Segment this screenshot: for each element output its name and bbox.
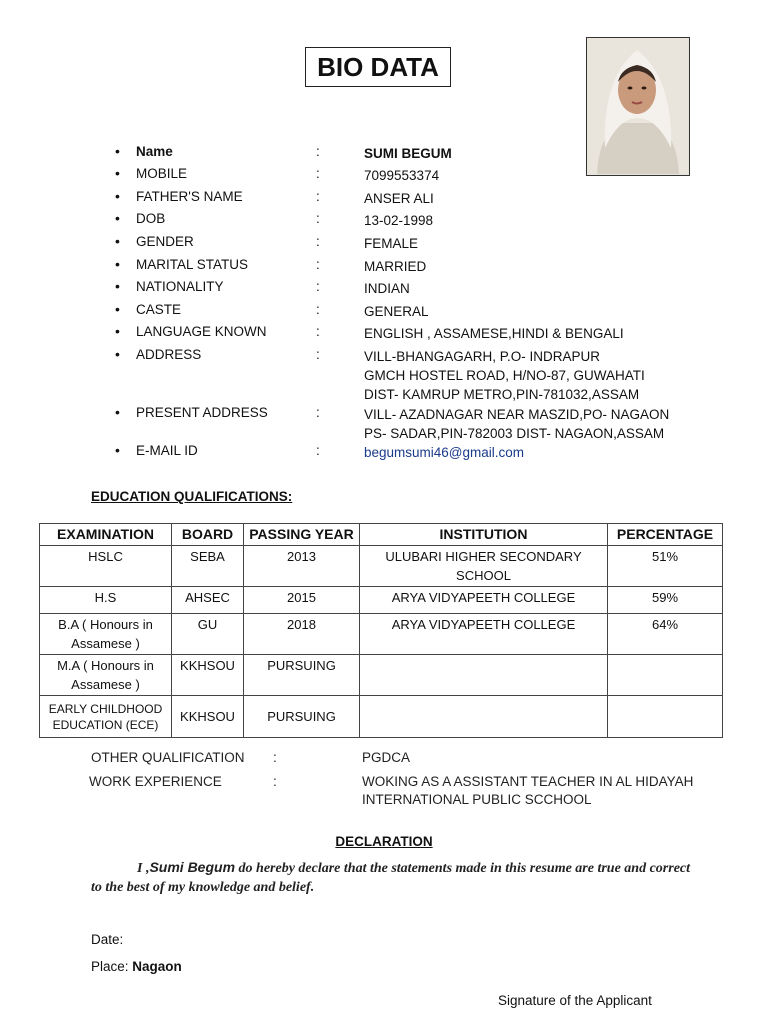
work-experience-label: WORK EXPERIENCE (89, 774, 222, 789)
work-experience-line-2: INTERNATIONAL PUBLIC SCCHOOL (362, 792, 592, 807)
cell-year: 2015 (244, 587, 360, 614)
cell-percentage: 59% (608, 587, 723, 614)
info-value-line: GMCH HOSTEL ROAD, H/NO-87, GUWAHATI (364, 368, 645, 383)
info-label: MARITAL STATUS (136, 257, 249, 272)
cell-institution (360, 655, 608, 696)
bullet-icon: • (115, 323, 120, 339)
info-value-line: VILL-BHANGAGARH, P.O- INDRAPUR (364, 349, 601, 364)
info-colon: : (316, 234, 320, 249)
header-examination: EXAMINATION (40, 524, 172, 546)
work-experience-colon: : (273, 774, 277, 789)
cell-institution (360, 696, 608, 738)
cell-year: 2013 (244, 546, 360, 587)
cell-board: SEBA (172, 546, 244, 587)
info-row (115, 324, 675, 344)
declaration-body: do hereby declare that the statements made in this resume are true and correct to the best of my knowledge and belief. (91, 861, 691, 895)
cell-institution: ULUBARI HIGHER SECONDARY SCHOOL (360, 546, 608, 587)
info-value-line: DIST- KAMRUP METRO,PIN-781032,ASSAM (364, 387, 640, 402)
info-value: ENGLISH , ASSAMESE,HINDI & BENGALI (364, 326, 624, 341)
info-colon: : (316, 443, 320, 458)
declaration-heading: DECLARATION (335, 834, 433, 849)
info-row (115, 443, 675, 463)
info-value-line: PS- SADAR,PIN-782003 DIST- NAGAON,ASSAM (364, 426, 665, 441)
cell-year: 2018 (244, 614, 360, 655)
info-colon: : (316, 302, 320, 317)
info-label: GENDER (136, 234, 194, 249)
table-row (40, 546, 723, 587)
bullet-icon: • (115, 165, 120, 181)
info-row (115, 211, 675, 231)
info-label: Name (136, 144, 173, 159)
place-line (91, 959, 182, 974)
other-qualification-label: OTHER QUALIFICATION (91, 750, 245, 765)
cell-board: GU (172, 614, 244, 655)
place-value: Nagaon (132, 959, 182, 974)
cell-percentage: 51% (608, 546, 723, 587)
info-colon: : (316, 405, 320, 420)
date-label: Date: (91, 932, 124, 947)
cell-percentage: 64% (608, 614, 723, 655)
info-label: PRESENT ADDRESS (136, 405, 268, 420)
header-passing-year: PASSING YEAR (244, 524, 360, 546)
bullet-icon: • (115, 210, 120, 226)
info-value: GENERAL (364, 304, 429, 319)
info-value-line: VILL- AZADNAGAR NEAR MASZID,PO- NAGAON (364, 407, 670, 422)
info-value: FEMALE (364, 236, 419, 251)
work-experience-line-1: WOKING AS A ASSISTANT TEACHER IN AL HIDAYAH (362, 774, 694, 789)
other-qualification-value: PGDCA (362, 750, 411, 765)
table-row (40, 587, 723, 614)
info-row (115, 166, 675, 186)
cell-percentage (608, 696, 723, 738)
declaration-text (91, 858, 691, 897)
place-label: Place: (91, 959, 133, 974)
info-row (115, 346, 675, 402)
info-label: LANGUAGE KNOWN (136, 324, 267, 339)
table-row (40, 655, 723, 696)
cell-institution: ARYA VIDYAPEETH COLLEGE (360, 614, 608, 655)
info-colon: : (316, 189, 320, 204)
info-label: E-MAIL ID (136, 443, 198, 458)
email-value: begumsumi46@gmail.com (364, 445, 525, 460)
bullet-icon: • (115, 143, 120, 159)
bullet-icon: • (115, 404, 120, 420)
info-row (115, 257, 675, 277)
info-label: CASTE (136, 302, 182, 317)
info-colon: : (316, 347, 320, 362)
declaration-name: Sumi Begum (149, 859, 236, 875)
info-row (115, 144, 675, 164)
info-row (115, 302, 675, 322)
table-row (40, 696, 723, 738)
cell-examination: H.S (40, 587, 172, 614)
info-colon: : (316, 257, 320, 272)
info-colon: : (316, 144, 320, 159)
header-percentage: PERCENTAGE (608, 524, 723, 546)
info-value: SUMI BEGUM (364, 146, 452, 161)
cell-percentage (608, 655, 723, 696)
table-header-row (40, 524, 723, 546)
header-board: BOARD (172, 524, 244, 546)
info-row (115, 404, 675, 441)
info-value: ANSER ALI (364, 191, 434, 206)
info-value: 13-02-1998 (364, 213, 434, 228)
bullet-icon: • (115, 346, 120, 362)
cell-board: KKHSOU (172, 655, 244, 696)
bullet-icon: • (115, 442, 120, 458)
header-institution: INSTITUTION (360, 524, 608, 546)
cell-examination: B.A ( Honours in Assamese ) (40, 614, 172, 655)
cell-examination: M.A ( Honours in Assamese ) (40, 655, 172, 696)
cell-examination: EARLY CHILDHOOD EDUCATION (ECE) (40, 696, 172, 738)
bullet-icon: • (115, 256, 120, 272)
info-label: ADDRESS (136, 347, 202, 362)
info-colon: : (316, 211, 320, 226)
cell-board: KKHSOU (172, 696, 244, 738)
info-label: MOBILE (136, 166, 188, 181)
info-row (115, 189, 675, 209)
info-label: FATHER'S NAME (136, 189, 243, 204)
info-label: DOB (136, 211, 166, 226)
info-colon: : (316, 166, 320, 181)
declaration-prefix: I , (137, 861, 150, 876)
cell-year: PURSUING (244, 655, 360, 696)
education-heading: EDUCATION QUALIFICATIONS: (91, 489, 293, 504)
bullet-icon: • (115, 188, 120, 204)
bullet-icon: • (115, 233, 120, 249)
info-value: INDIAN (364, 281, 410, 296)
bullet-icon: • (115, 301, 120, 317)
cell-year: PURSUING (244, 696, 360, 738)
info-value: 7099553374 (364, 168, 440, 183)
info-row (115, 279, 675, 299)
page-title: BIO DATA (305, 47, 451, 87)
info-colon: : (316, 324, 320, 339)
education-table (39, 523, 723, 738)
bullet-icon: • (115, 278, 120, 294)
cell-board: AHSEC (172, 587, 244, 614)
cell-examination: HSLC (40, 546, 172, 587)
info-label: NATIONALITY (136, 279, 224, 294)
signature-label: Signature of the Applicant (498, 993, 652, 1008)
other-qualification-colon: : (273, 750, 277, 765)
info-value: MARRIED (364, 259, 427, 274)
info-row (115, 234, 675, 254)
info-colon: : (316, 279, 320, 294)
table-row (40, 614, 723, 655)
cell-institution: ARYA VIDYAPEETH COLLEGE (360, 587, 608, 614)
